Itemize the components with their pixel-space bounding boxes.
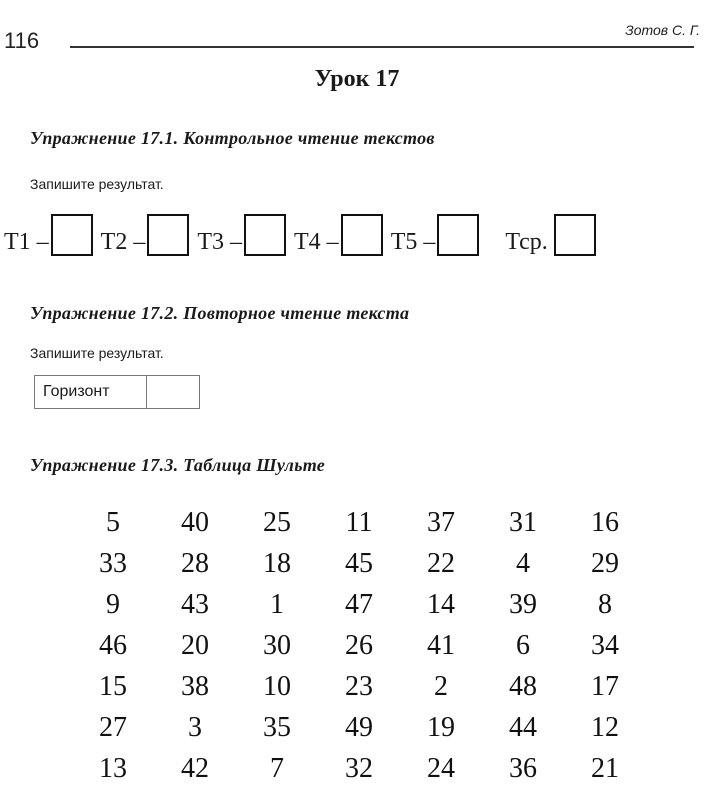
schulte-cell[interactable]: 4 <box>516 548 530 579</box>
schulte-cell[interactable]: 36 <box>509 753 537 784</box>
schulte-cell[interactable]: 7 <box>270 753 284 784</box>
schulte-cell[interactable]: 5 <box>106 507 120 538</box>
schulte-cell[interactable]: 40 <box>181 507 209 538</box>
header-author: Зотов С. Г. <box>625 22 700 38</box>
schulte-cell[interactable]: 1 <box>270 589 284 620</box>
schulte-cell[interactable]: 27 <box>99 712 127 743</box>
schulte-cell[interactable]: 42 <box>181 753 209 784</box>
result-t4-box[interactable] <box>341 214 383 256</box>
schulte-cell[interactable]: 3 <box>188 712 202 743</box>
schulte-cell[interactable]: 43 <box>181 589 209 620</box>
result-t5-box[interactable] <box>437 214 479 256</box>
lesson-title: Урок 17 <box>314 66 400 92</box>
schulte-table <box>72 502 646 789</box>
result-tavg <box>505 214 595 256</box>
schulte-cell[interactable]: 29 <box>591 548 619 579</box>
exercise-2-answer: Горизонт <box>35 376 147 408</box>
schulte-cell[interactable]: 49 <box>345 712 373 743</box>
schulte-cell[interactable]: 17 <box>591 671 619 702</box>
reading-results-row <box>4 204 708 256</box>
result-t1-label: Т1 – <box>4 229 49 255</box>
schulte-cell[interactable]: 28 <box>181 548 209 579</box>
schulte-cell[interactable]: 30 <box>263 630 291 661</box>
result-t3-box[interactable] <box>244 214 286 256</box>
result-t5 <box>391 214 480 256</box>
schulte-cell[interactable]: 18 <box>263 548 291 579</box>
result-t2 <box>101 214 190 256</box>
schulte-cell[interactable]: 34 <box>591 630 619 661</box>
schulte-cell[interactable]: 8 <box>598 589 612 620</box>
result-t1 <box>4 214 93 256</box>
result-t2-label: Т2 – <box>100 229 146 255</box>
schulte-cell[interactable]: 39 <box>509 589 537 620</box>
result-t4 <box>294 214 383 256</box>
exercise-2-instruction: Запишите результат. <box>30 345 164 361</box>
exercise-1-instruction: Запишите результат. <box>30 176 164 192</box>
schulte-cell[interactable]: 44 <box>509 712 537 743</box>
exercise-2-answer-box[interactable] <box>34 375 200 409</box>
schulte-cell[interactable]: 48 <box>509 671 537 702</box>
schulte-cell[interactable]: 26 <box>345 630 373 661</box>
schulte-cell[interactable]: 6 <box>516 630 530 661</box>
schulte-cell[interactable]: 24 <box>427 753 455 784</box>
schulte-cell[interactable]: 22 <box>427 548 455 579</box>
schulte-cell[interactable]: 23 <box>345 671 373 702</box>
result-tavg-label: Тср. <box>505 229 548 255</box>
result-t3-label: Т3 – <box>197 229 243 255</box>
schulte-cell[interactable]: 9 <box>106 589 120 620</box>
schulte-cell[interactable]: 2 <box>434 671 448 702</box>
exercise-1-heading: Упражнение 17.1. Контрольное чтение текстов <box>30 128 435 148</box>
schulte-cell[interactable]: 41 <box>427 630 455 661</box>
result-tavg-box[interactable] <box>554 214 596 256</box>
schulte-cell[interactable]: 13 <box>99 753 127 784</box>
result-t2-box[interactable] <box>147 214 189 256</box>
result-t4-label: Т4 – <box>294 229 339 255</box>
schulte-cell[interactable]: 14 <box>427 589 455 620</box>
schulte-cell[interactable]: 11 <box>345 507 373 538</box>
schulte-cell[interactable]: 32 <box>345 753 373 784</box>
schulte-cell[interactable]: 10 <box>263 671 291 702</box>
exercise-2-heading: Упражнение 17.2. Повторное чтение текста <box>30 303 410 323</box>
schulte-cell[interactable]: 12 <box>591 712 619 743</box>
schulte-cell[interactable]: 31 <box>509 507 537 538</box>
schulte-cell[interactable]: 45 <box>345 548 373 579</box>
schulte-cell[interactable]: 15 <box>99 671 127 702</box>
schulte-cell[interactable]: 19 <box>427 712 455 743</box>
page-number: 116 <box>4 28 40 53</box>
result-t3 <box>197 214 286 256</box>
schulte-cell[interactable]: 35 <box>263 712 291 743</box>
result-t1-box[interactable] <box>51 214 93 256</box>
schulte-cell[interactable]: 21 <box>591 753 619 784</box>
schulte-cell[interactable]: 20 <box>181 630 209 661</box>
header-rule <box>70 46 694 48</box>
schulte-cell[interactable]: 47 <box>345 589 373 620</box>
exercise-3-heading: Упражнение 17.3. Таблица Шульте <box>30 455 326 475</box>
result-t5-label: Т5 – <box>390 229 436 255</box>
schulte-cell[interactable]: 37 <box>427 507 455 538</box>
schulte-cell[interactable]: 16 <box>591 507 619 538</box>
schulte-cell[interactable]: 46 <box>99 630 127 661</box>
schulte-cell[interactable]: 38 <box>181 671 209 702</box>
schulte-cell[interactable]: 25 <box>263 507 291 538</box>
schulte-cell[interactable]: 33 <box>99 548 127 579</box>
